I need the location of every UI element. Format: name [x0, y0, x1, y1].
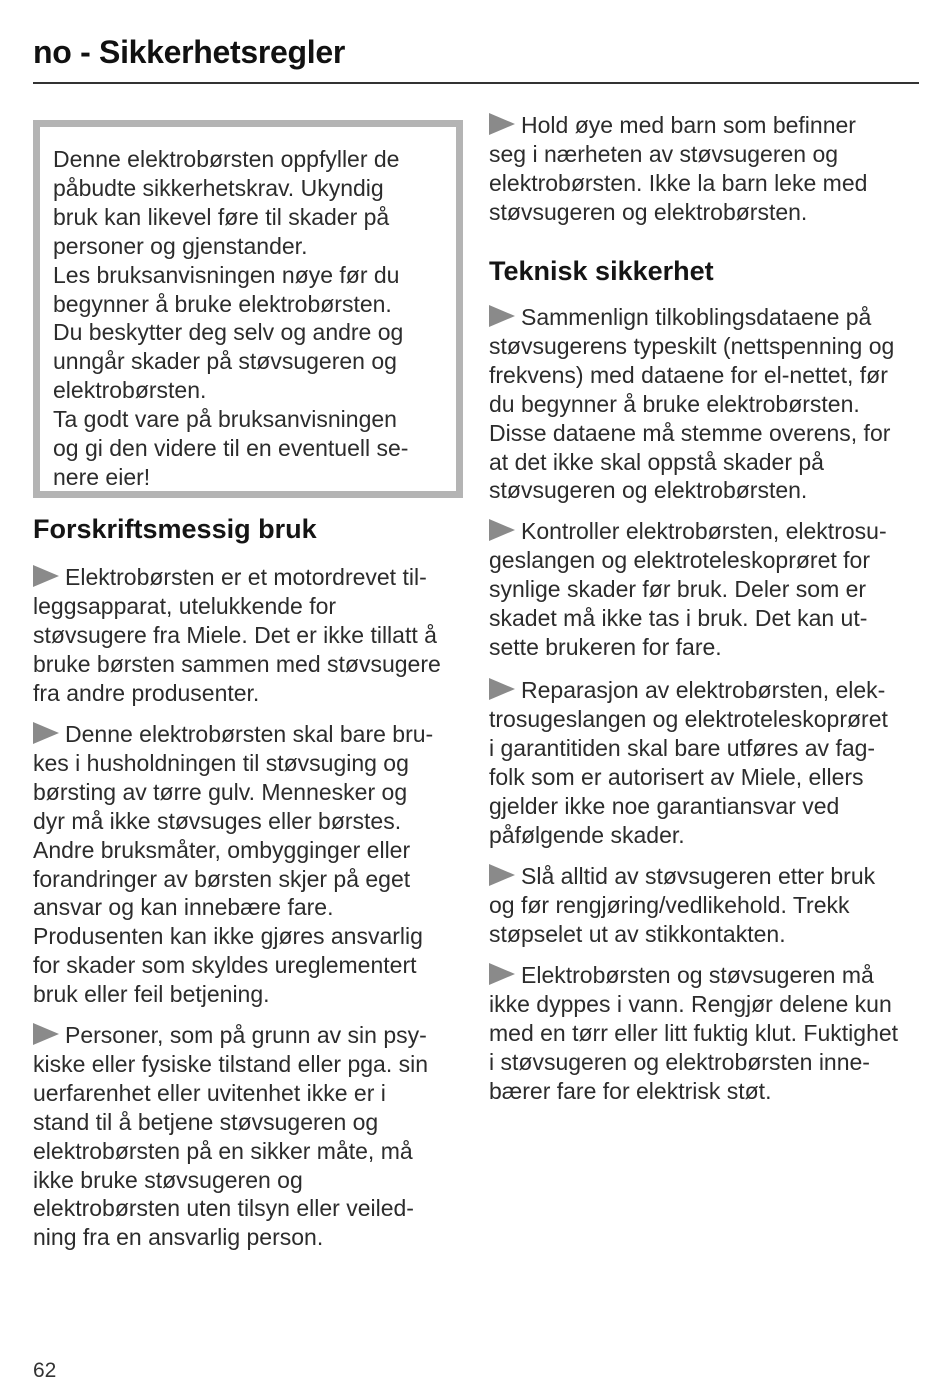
item-line — [489, 111, 921, 140]
triangle-bullet-icon — [33, 1023, 59, 1045]
item-line-text: ning fra en ansvarlig person. — [33, 1224, 324, 1251]
item-line-text: i støvsugeren og elektrobørsten inne- — [489, 1048, 870, 1075]
item-line-text: Personer, som på grunn av sin psy- — [65, 1022, 427, 1048]
item-line — [489, 1048, 921, 1077]
item-line-text: Elektrobørsten er et motordrevet til- — [65, 564, 427, 590]
item-line-text: leggsapparat, utelukkende for — [33, 592, 337, 619]
item-line — [489, 169, 921, 198]
item-line — [33, 1223, 465, 1252]
triangle-bullet-icon — [489, 864, 515, 886]
item-line — [33, 679, 465, 708]
safety-item — [489, 961, 921, 1106]
notice-line: Ta godt vare på bruksanvisningen — [53, 406, 397, 433]
item-line — [489, 198, 921, 227]
item-line — [33, 951, 465, 980]
item-line-text: forandringer av børsten skjer på eget — [33, 865, 411, 892]
notice-line: Denne elektrobørsten oppfyller de — [53, 146, 400, 172]
item-line — [33, 563, 465, 592]
item-line-text: ikke dyppes i vann. Rengjør delene kun — [489, 990, 892, 1017]
item-line — [489, 734, 921, 763]
item-line — [33, 749, 465, 778]
item-line — [489, 332, 921, 361]
item-line-text: geslangen og elektroteleskoprøret for — [489, 546, 870, 573]
triangle-bullet-icon — [33, 722, 59, 744]
item-line-text: Produsenten kan ikke gjøres ansvarlig — [33, 923, 423, 950]
item-line-text: støvsugerens typeskilt (nettspenning og — [489, 332, 895, 359]
item-line — [33, 778, 465, 807]
item-line — [33, 1108, 465, 1137]
item-line — [489, 862, 921, 891]
page-title: no - Sikkerhetsregler — [33, 34, 346, 70]
notice-text — [53, 145, 443, 492]
safety-item — [489, 862, 921, 949]
notice-line: personer og gjenstander. — [53, 232, 308, 259]
item-line — [489, 961, 921, 990]
item-line-text: støvsugere fra Miele. Det er ikke tillatt å — [33, 621, 437, 648]
item-line-text: Elektrobørsten og støvsugeren må — [521, 962, 874, 988]
item-line — [489, 303, 921, 332]
item-line — [33, 1166, 465, 1195]
item-line — [33, 1137, 465, 1166]
safety-item — [489, 111, 921, 227]
item-line-text: elektrobørsten. Ikke la barn leke med — [489, 169, 868, 196]
item-line-text: at det ikke skal oppstå skader på — [489, 448, 824, 475]
safety-item — [489, 303, 921, 505]
item-line — [489, 920, 921, 949]
item-line-text: trosugeslangen og elektroteleskoprøret — [489, 705, 888, 732]
item-line-text: gjelder ikke noe garantiansvar ved — [489, 792, 840, 819]
item-line-text: påfølgende skader. — [489, 821, 685, 848]
page-number: 62 — [33, 1359, 57, 1382]
triangle-bullet-icon — [489, 678, 515, 700]
item-line — [489, 990, 921, 1019]
item-line — [489, 476, 921, 505]
notice-line: begynner å bruke elektrobørsten. — [53, 290, 392, 317]
item-line-text: stand til å betjene støvsugeren og — [33, 1108, 379, 1135]
notice-line: Les bruksanvisningen nøye før du — [53, 261, 400, 288]
item-line-text: og før rengjøring/vedlikehold. Trekk — [489, 891, 850, 918]
item-line — [489, 891, 921, 920]
item-line — [489, 546, 921, 575]
item-line-text: børsting av tørre gulv. Mennesker og — [33, 778, 408, 805]
item-line-text: bruk eller feil betjening. — [33, 981, 270, 1008]
item-line — [489, 676, 921, 705]
item-line — [33, 836, 465, 865]
safety-item — [489, 676, 921, 849]
item-line-text: Disse dataene må stemme overens, for — [489, 419, 891, 446]
triangle-bullet-icon — [489, 113, 515, 135]
item-line-text: støvsugeren og elektrobørsten. — [489, 198, 808, 225]
item-line — [489, 633, 921, 662]
item-line — [33, 720, 465, 749]
triangle-bullet-icon — [489, 519, 515, 541]
notice-line: og gi den videre til en eventuell se- — [53, 435, 409, 462]
item-line-text: frekvens) med dataene for el-nettet, før — [489, 361, 888, 388]
item-line-text: kes i husholdningen til støvsuging og — [33, 749, 409, 776]
item-line — [489, 821, 921, 850]
item-line-text: i garantitiden skal bare utføres av fag- — [489, 734, 876, 761]
item-line — [489, 419, 921, 448]
title-rule — [33, 82, 919, 84]
item-line-text: bruke børsten sammen med støvsugere — [33, 650, 441, 677]
item-line — [33, 1079, 465, 1108]
item-line-text: ikke bruke støvsugeren og — [33, 1166, 303, 1193]
item-line — [33, 807, 465, 836]
item-line-text: elektrobørsten på en sikker måte, må — [33, 1137, 413, 1164]
heading-teknisk-sikkerhet: Teknisk sikkerhet — [489, 256, 714, 286]
item-line-text: Andre bruksmåter, ombygginger eller — [33, 836, 411, 863]
item-line — [489, 1019, 921, 1048]
item-line — [489, 792, 921, 821]
item-line-text: Denne elektrobørsten skal bare bru- — [65, 721, 434, 747]
item-line-text: elektrobørsten uten tilsyn eller veiled- — [33, 1195, 414, 1222]
triangle-bullet-icon — [33, 565, 59, 587]
item-line-text: sette brukeren for fare. — [489, 633, 722, 660]
triangle-bullet-icon — [489, 963, 515, 985]
item-line-text: dyr må ikke støvsuges eller børstes. — [33, 807, 402, 834]
safety-item — [33, 563, 465, 708]
item-line-text: for skader som skyldes ureglementert — [33, 952, 417, 979]
item-line — [33, 865, 465, 894]
item-line-text: bærer fare for elektrisk støt. — [489, 1077, 772, 1104]
item-line — [489, 705, 921, 734]
item-line-text: Reparasjon av elektrobørsten, elek- — [521, 677, 886, 703]
item-line-text: du begynner å bruke elektrobørsten. — [489, 390, 860, 417]
item-line — [33, 650, 465, 679]
safety-item — [489, 517, 921, 662]
item-line — [489, 604, 921, 633]
notice-line: elektrobørsten. — [53, 377, 207, 404]
safety-item — [33, 720, 465, 1009]
item-line — [489, 1077, 921, 1106]
item-line — [489, 575, 921, 604]
notice-line: bruk kan likevel føre til skader på — [53, 203, 390, 230]
item-line-text: kiske eller fysiske tilstand eller pga. sin — [33, 1050, 428, 1077]
item-line-text: fra andre produsenter. — [33, 679, 260, 706]
item-line-text: seg i nærheten av støvsugeren og — [489, 140, 839, 167]
item-line — [33, 621, 465, 650]
item-line-text: Slå alltid av støvsugeren etter bruk — [521, 863, 876, 889]
item-line — [489, 763, 921, 792]
heading-forskriftsmessig-bruk: Forskriftsmessig bruk — [33, 514, 317, 544]
item-line-text: Hold øye med barn som befinner — [521, 112, 856, 138]
item-line — [33, 1194, 465, 1223]
item-line-text: skadet må ikke tas i bruk. Det kan ut- — [489, 604, 868, 631]
notice-line: nere eier! — [53, 463, 151, 490]
notice-line: Du beskytter deg selv og andre og — [53, 319, 404, 346]
item-line — [489, 361, 921, 390]
triangle-bullet-icon — [489, 305, 515, 327]
item-line-text: Sammenlign tilkoblingsdataene på — [521, 304, 872, 330]
item-line — [33, 922, 465, 951]
notice-box — [33, 120, 463, 498]
item-line-text: folk som er autorisert av Miele, ellers — [489, 763, 864, 790]
item-line-text: støvsugeren og elektrobørsten. — [489, 477, 808, 504]
item-line — [33, 980, 465, 1009]
item-line — [33, 592, 465, 621]
item-line — [489, 140, 921, 169]
safety-item — [33, 1021, 465, 1252]
item-line-text: ansvar og kan innebære fare. — [33, 894, 334, 921]
notice-line: unngår skader på støvsugeren og — [53, 348, 397, 375]
item-line-text: støpselet ut av stikkontakten. — [489, 920, 786, 947]
item-line-text: Kontroller elektrobørsten, elektrosu- — [521, 518, 887, 544]
item-line — [489, 517, 921, 546]
item-line — [489, 448, 921, 477]
item-line — [33, 1050, 465, 1079]
item-line — [489, 390, 921, 419]
item-line — [33, 1021, 465, 1050]
item-line-text: synlige skader før bruk. Deler som er — [489, 575, 867, 602]
item-line-text: uerfarenhet eller uvitenhet ikke er i — [33, 1079, 386, 1106]
item-line — [33, 893, 465, 922]
notice-line: påbudte sikkerhetskrav. Ukyndig — [53, 174, 384, 201]
item-line-text: med en tørr eller litt fuktig klut. Fuktighet — [489, 1019, 899, 1046]
